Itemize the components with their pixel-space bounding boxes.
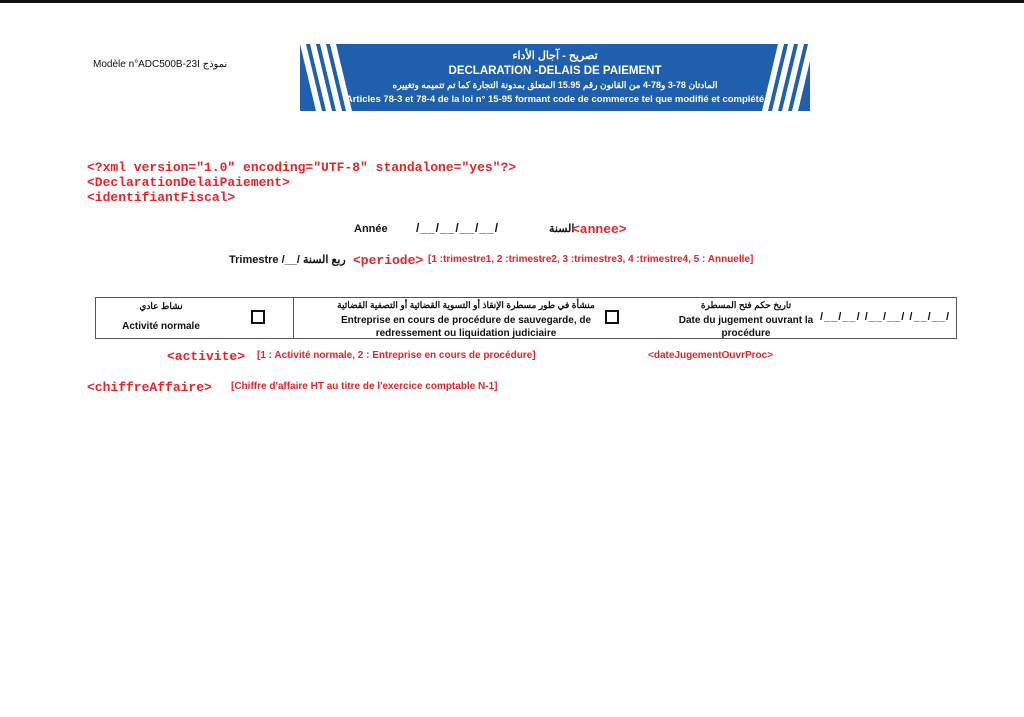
annee-label: Année: [354, 223, 388, 235]
xml-identifiant-tag: <identifiantFiscal>: [87, 190, 236, 205]
xml-root-tag: <DeclarationDelaiPaiement>: [87, 175, 290, 190]
date-jugement-fr-line2: procédure: [721, 328, 771, 339]
annee-label-ar: السنة: [549, 223, 575, 235]
activite-tag: <activite>: [167, 349, 246, 364]
table-divider: [293, 298, 294, 338]
xml-declaration: <?xml version="1.0" encoding="UTF-8" standalone="yes"?>: [87, 160, 517, 175]
procedure-checkbox[interactable]: [605, 310, 619, 324]
activite-normale-ar: نشاط عادي: [139, 301, 183, 311]
date-jugement-tag: <dateJugementOuvrProc>: [648, 350, 774, 361]
procedure-fr-line1: Entreprise en cours de procédure de sauvegarde, de: [340, 315, 592, 326]
trimestre-label: Trimestre /__/ ربع السنة: [229, 254, 346, 266]
banner-subtitle-fr: Articles 78-3 et 78-4 de la loi n° 15-95 formant code de commerce tel que modifié et complété: [345, 94, 765, 105]
annee-slots[interactable]: /__/__/__/__/: [416, 221, 500, 235]
activite-description: [1 : Activité normale, 2 : Entreprise en cours de procédure]: [257, 350, 536, 361]
date-jugement-ar: تاريخ حكم فتح المسطرة: [700, 300, 792, 310]
banner-title-fr: DECLARATION -DELAIS DE PAIEMENT: [448, 65, 662, 77]
procedure-cell: [301, 299, 631, 340]
procedure-ar: منشأة في طور مسطرة الإنقاذ أو التسوية القضائية أو التصفية القضائية: [337, 300, 595, 310]
banner-subtitle-ar: المادتان 78-3 و78-4 من القانون رقم 15.95 المتعلق بمدونة التجارة كما تم تتميمه وتغييره: [392, 80, 718, 90]
activity-table: [95, 297, 957, 339]
periode-tag: <periode>: [353, 253, 424, 268]
form-model-number: Modèle n°ADC500B-23I نموذج: [93, 59, 228, 70]
procedure-fr-line2: redressement ou liquidation judiciaire: [375, 328, 557, 339]
declaration-banner: [300, 44, 810, 111]
chiffre-affaire-tag: <chiffreAffaire>: [87, 380, 212, 395]
date-jugement-fr-line1: Date du jugement ouvrant la: [678, 315, 814, 326]
annee-tag: <annee>: [572, 222, 627, 237]
activite-normale-checkbox[interactable]: [251, 310, 265, 324]
activite-normale-cell: [96, 300, 226, 333]
activite-normale-fr: Activité normale: [122, 321, 200, 332]
chiffre-affaire-description: [Chiffre d'affaire HT au titre de l'exercice comptable N-1]: [231, 381, 498, 392]
banner-title-ar: تصريح - آجال الأداء: [512, 50, 598, 62]
periode-description: [1 :trimestre1, 2 :trimestre2, 3 :trimestre3, 4 :trimestre4, 5 : Annuelle]: [428, 254, 754, 265]
top-border-line: [0, 0, 1024, 3]
date-jugement-slots[interactable]: /__/__/ /__/__/ /__/__/: [820, 311, 951, 323]
date-jugement-cell: [646, 299, 846, 340]
